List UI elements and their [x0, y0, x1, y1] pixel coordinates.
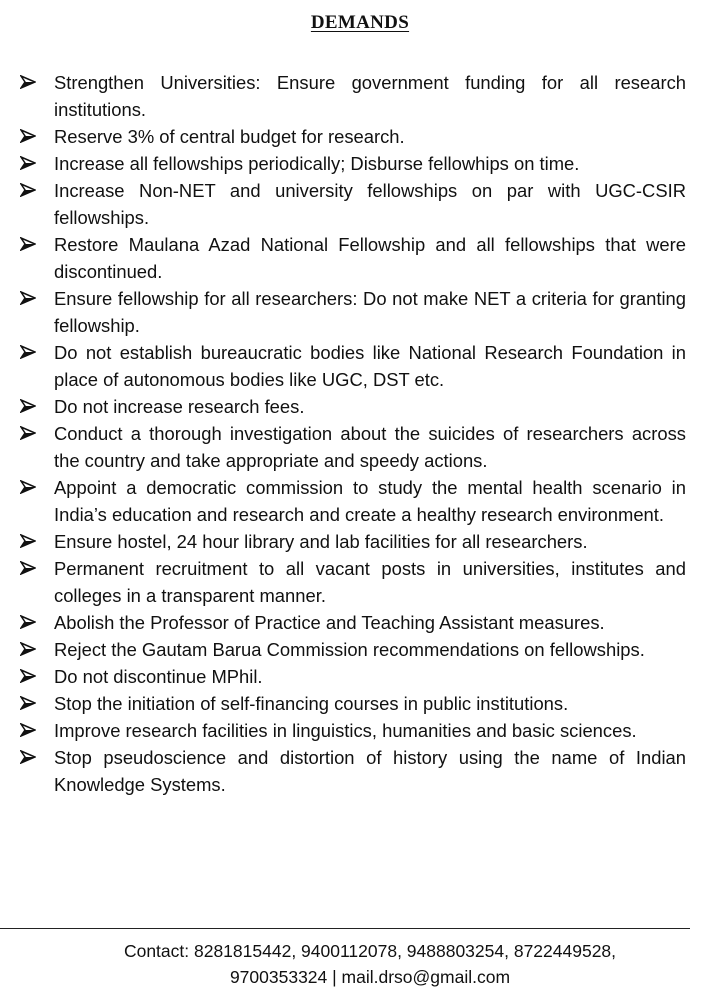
demand-item: [0, 636, 720, 663]
contact-email-line: 9700353324 | mail.drso@gmail.com: [229, 967, 511, 987]
demand-item: [0, 474, 720, 528]
demand-item: [0, 528, 720, 555]
demand-text: Do not establish bureaucratic bodies like National Research Foundation in place of autonomous bodies like UGC, DST etc.: [54, 342, 686, 390]
demand-item: [0, 744, 720, 798]
arrowhead-bullet-icon: [20, 129, 36, 143]
demand-text: Do not discontinue MPhil.: [54, 666, 263, 687]
page-title: DEMANDS: [310, 12, 410, 33]
demand-text: Ensure hostel, 24 hour library and lab facilities for all researchers.: [54, 531, 588, 552]
arrowhead-bullet-icon: [20, 183, 36, 197]
demand-text: Increase Non-NET and university fellowships on par with UGC-CSIR fellowships.: [54, 180, 686, 228]
demand-text: Ensure fellowship for all researchers: Do not make NET a criteria for granting fellowship.: [54, 288, 686, 336]
arrowhead-bullet-icon: [20, 696, 36, 710]
demand-item: [0, 69, 720, 123]
demand-text: Abolish the Professor of Practice and Teaching Assistant measures.: [54, 612, 605, 633]
demand-item: [0, 663, 720, 690]
demand-item: [0, 123, 720, 150]
demand-item: [0, 609, 720, 636]
demand-text: Stop pseudoscience and distortion of history using the name of Indian Knowledge Systems.: [54, 747, 686, 795]
demand-item: [0, 420, 720, 474]
arrowhead-bullet-icon: [20, 480, 36, 494]
arrowhead-bullet-icon: [20, 642, 36, 656]
demand-item: [0, 555, 720, 609]
footer-divider: [0, 928, 690, 929]
demand-item: [0, 177, 720, 231]
demands-list: [0, 69, 720, 798]
demand-item: [0, 393, 720, 420]
arrowhead-bullet-icon: [20, 399, 36, 413]
demand-text: Improve research facilities in linguistics, humanities and basic sciences.: [54, 720, 637, 741]
arrowhead-bullet-icon: [20, 723, 36, 737]
arrowhead-bullet-icon: [20, 75, 36, 89]
demand-item: [0, 231, 720, 285]
demand-text: Stop the initiation of self-financing courses in public institutions.: [54, 693, 569, 714]
demand-item: [0, 339, 720, 393]
demand-text: Appoint a democratic commission to study the mental health scenario in India’s education and research and create a healthy research environment.: [54, 477, 686, 525]
arrowhead-bullet-icon: [20, 291, 36, 305]
demand-text: Conduct a thorough investigation about the suicides of researchers across the country and take appropriate and speedy actions.: [54, 423, 686, 471]
contact-phone-line: Contact: 8281815442, 9400112078, 9488803254, 8722449528,: [123, 941, 617, 961]
arrowhead-bullet-icon: [20, 669, 36, 683]
arrowhead-bullet-icon: [20, 426, 36, 440]
demand-text: Reject the Gautam Barua Commission recommendations on fellowships.: [54, 639, 645, 660]
arrowhead-bullet-icon: [20, 750, 36, 764]
demand-text: Increase all fellowships periodically; Disburse fellowhips on time.: [54, 153, 580, 174]
demand-item: [0, 690, 720, 717]
arrowhead-bullet-icon: [20, 534, 36, 548]
arrowhead-bullet-icon: [20, 615, 36, 629]
demand-item: [0, 717, 720, 744]
demand-text: Strengthen Universities: Ensure government funding for all research institutions.: [54, 72, 686, 120]
arrowhead-bullet-icon: [20, 561, 36, 575]
demand-text: Do not increase research fees.: [54, 396, 305, 417]
demand-text: Reserve 3% of central budget for research.: [54, 126, 405, 147]
demand-item: [0, 150, 720, 177]
footer-contact: [0, 938, 720, 990]
demand-text: Permanent recruitment to all vacant posts in universities, institutes and colleges in a transparent manner.: [54, 558, 686, 606]
arrowhead-bullet-icon: [20, 345, 36, 359]
demand-text: Restore Maulana Azad National Fellowship and all fellowships that were discontinued.: [54, 234, 686, 282]
arrowhead-bullet-icon: [20, 237, 36, 251]
demand-item: [0, 285, 720, 339]
arrowhead-bullet-icon: [20, 156, 36, 170]
